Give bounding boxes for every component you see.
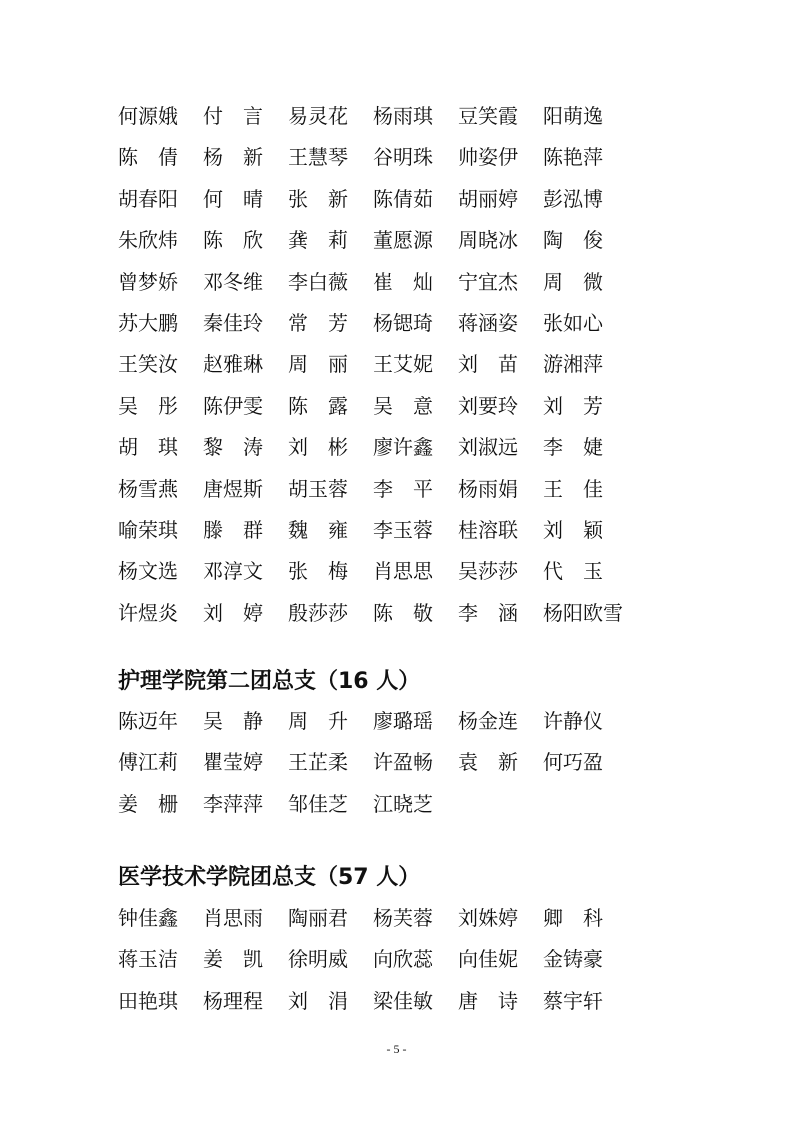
name-entry: 肖思雨: [203, 906, 263, 930]
section-heading-medical-technology: 医学技术学院团总支（57 人）: [118, 865, 421, 890]
name-entry: 桂溶联: [458, 517, 518, 542]
empty-cell: [458, 784, 543, 825]
name-entry: 周 丽: [288, 352, 348, 377]
name-entry: 袁 新: [458, 750, 518, 775]
name-entry: 廖璐瑶: [373, 709, 433, 733]
name-entry: 陈 欣: [203, 228, 263, 253]
name-entry: 姜 凯: [203, 947, 263, 972]
name-entry: 吴 意: [373, 393, 433, 418]
name-list-medical-technology: [118, 898, 628, 1022]
name-entry: 朱欣炜: [118, 228, 178, 253]
name-entry: 肖思思: [373, 559, 433, 584]
name-entry: 杨金连: [458, 709, 518, 733]
name-entry: 崔 灿: [373, 269, 433, 294]
name-list-block-1: [118, 96, 628, 634]
name-entry: 王慧琴: [288, 145, 348, 170]
name-entry: 何源娥: [118, 104, 178, 128]
name-entry: 杨锶琦: [373, 310, 433, 335]
name-entry: 杨雨娟: [458, 476, 518, 501]
name-entry: 张如心: [543, 310, 603, 335]
name-entry: 胡 琪: [118, 435, 178, 460]
name-entry: 刘姝婷: [458, 906, 518, 930]
name-entry: 许盈畅: [373, 750, 433, 775]
name-entry: 张 新: [288, 186, 348, 211]
section-heading-nursing-second: 护理学院第二团总支（16 人）: [118, 669, 421, 694]
name-entry: 蒋涵姿: [458, 310, 518, 335]
name-entry: 龚 莉: [288, 228, 348, 253]
name-entry: 苏大鹏: [118, 310, 178, 335]
name-entry: 刘淑远: [458, 435, 518, 460]
name-entry: 刘 彬: [288, 435, 348, 460]
name-entry: 宁宜杰: [458, 269, 518, 294]
name-entry: 黎 涛: [203, 435, 263, 460]
name-entry: 李 婕: [543, 435, 603, 460]
name-entry: 吴 彤: [118, 393, 178, 418]
name-entry: 金铸豪: [543, 947, 603, 972]
name-entry: 曾梦娇: [118, 269, 178, 294]
name-entry: 刘 婷: [203, 600, 263, 625]
name-entry: 向欣蕊: [373, 947, 433, 972]
name-entry: 杨雨琪: [373, 104, 433, 128]
name-entry: 帅姿伊: [458, 145, 518, 170]
name-entry: 陶丽君: [288, 906, 348, 930]
name-entry: 李 平: [373, 476, 433, 501]
name-entry: 卿 科: [543, 906, 603, 930]
name-entry: 滕 群: [203, 517, 263, 542]
name-entry: 姜 栅: [118, 791, 178, 816]
name-entry: 瞿莹婷: [203, 750, 263, 775]
name-entry: 彭泓博: [543, 186, 603, 211]
name-entry: 江晓芝: [373, 791, 433, 816]
name-entry: 廖许鑫: [373, 435, 433, 460]
name-entry: 唐煜斯: [203, 476, 263, 501]
name-entry: 王 佳: [543, 476, 603, 501]
name-entry: 邓冬维: [203, 269, 263, 294]
name-entry: 吴 静: [203, 709, 263, 733]
name-entry: 周 微: [543, 269, 603, 294]
name-entry: 魏 雍: [288, 517, 348, 542]
name-entry: 吴莎莎: [458, 559, 518, 584]
name-entry: 胡丽婷: [458, 186, 518, 211]
name-entry: 许静仪: [543, 709, 603, 733]
name-entry: 许煜炎: [118, 600, 178, 625]
name-entry: 蔡宇轩: [543, 988, 603, 1013]
name-entry: 邓淳文: [203, 559, 263, 584]
name-entry: 阳萌逸: [543, 104, 603, 128]
name-entry: 李萍萍: [203, 791, 263, 816]
name-entry: 李白薇: [288, 269, 348, 294]
name-entry: 豆笑霞: [458, 104, 518, 128]
name-entry: 刘 芳: [543, 393, 603, 418]
name-entry: 刘 涓: [288, 988, 348, 1013]
name-entry: 陈伊雯: [203, 393, 263, 418]
name-entry: 赵雅琳: [203, 352, 263, 377]
name-entry: 陈迈年: [118, 709, 178, 733]
name-entry: 陈 敬: [373, 600, 433, 625]
name-entry: 杨文选: [118, 559, 178, 584]
name-entry: 周 升: [288, 709, 348, 733]
name-entry: 王艾妮: [373, 352, 433, 377]
name-entry: 周晓冰: [458, 228, 518, 253]
name-entry: 杨阳欧雪: [543, 600, 623, 625]
name-entry: 梁佳敏: [373, 988, 433, 1013]
name-entry: 胡玉蓉: [288, 476, 348, 501]
name-entry: 邹佳芝: [288, 791, 348, 816]
name-entry: 游湘萍: [543, 352, 603, 377]
name-entry: 易灵花: [288, 104, 348, 128]
page-number: - 5 -: [386, 1042, 407, 1056]
name-entry: 刘 苗: [458, 352, 518, 377]
name-entry: 杨雪燕: [118, 476, 178, 501]
name-entry: 李玉蓉: [373, 517, 433, 542]
name-entry: 张 梅: [288, 559, 348, 584]
name-entry: 何 晴: [203, 186, 263, 211]
name-entry: 刘 颖: [543, 517, 603, 542]
name-entry: 钟佳鑫: [118, 906, 178, 930]
name-entry: 胡春阳: [118, 186, 178, 211]
name-entry: 唐 诗: [458, 988, 518, 1013]
name-entry: 王笑汝: [118, 352, 178, 377]
name-entry: 向佳妮: [458, 947, 518, 972]
name-entry: 陶 俊: [543, 228, 603, 253]
name-entry: 秦佳玲: [203, 310, 263, 335]
name-entry: 王芷柔: [288, 750, 348, 775]
name-entry: 蒋玉洁: [118, 947, 178, 972]
name-entry: 陈 倩: [118, 145, 178, 170]
name-entry: 杨理程: [203, 988, 263, 1013]
name-entry: 陈倩茹: [373, 186, 433, 211]
name-entry: 刘要玲: [458, 393, 518, 418]
name-entry: 田艳琪: [118, 988, 178, 1013]
name-entry: 何巧盈: [543, 750, 603, 775]
name-entry: 李 涵: [458, 600, 518, 625]
name-entry: 付 言: [203, 104, 263, 128]
name-entry: 杨 新: [203, 145, 263, 170]
name-entry: 常 芳: [288, 310, 348, 335]
name-entry: 傅江莉: [118, 750, 178, 775]
empty-cell: [543, 784, 628, 825]
name-entry: 代 玉: [543, 559, 603, 584]
name-entry: 陈艳萍: [543, 145, 603, 170]
name-entry: 谷明珠: [373, 145, 433, 170]
name-entry: 喻荣琪: [118, 517, 178, 542]
name-entry: 陈 露: [288, 393, 348, 418]
name-entry: 殷莎莎: [288, 600, 348, 625]
name-entry: 杨芙蓉: [373, 906, 433, 930]
name-entry: 徐明威: [288, 947, 348, 972]
name-list-nursing-second: [118, 701, 628, 825]
name-entry: 董愿源: [373, 228, 433, 253]
